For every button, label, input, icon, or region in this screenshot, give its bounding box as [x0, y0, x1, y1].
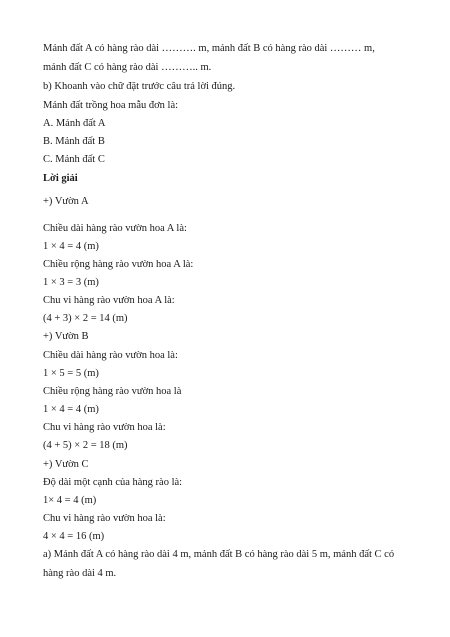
text-line: mảnh đất C có hàng rào dài ……….. m.: [43, 62, 212, 73]
text-line: Mảnh đất trồng hoa mẫu đơn là:: [43, 100, 179, 111]
text-line: +) Vườn A: [43, 196, 89, 207]
text-line: Chu vi hàng rào vườn hoa là:: [43, 422, 166, 433]
text-line: 1 × 4 = 4 (m): [43, 241, 99, 252]
text-line: Chiều dài hàng rào vườn hoa là:: [43, 350, 178, 361]
text-line: (4 + 3) × 2 = 14 (m): [43, 313, 128, 324]
text-line: 4 × 4 = 16 (m): [43, 531, 105, 542]
text-line: Chiều dài hàng rào vườn hoa A là:: [43, 223, 187, 234]
text-line: b) Khoanh vào chữ đặt trước câu trả lời đúng.: [43, 81, 236, 92]
text-line: 1 × 5 = 5 (m): [43, 368, 99, 379]
text-line: hàng rào dài 4 m.: [43, 568, 117, 579]
text-line: (4 + 5) × 2 = 18 (m): [43, 440, 128, 451]
text-line: 1 × 4 = 4 (m): [43, 404, 99, 415]
text-line: Độ dài một cạnh của hàng rào là:: [43, 477, 183, 488]
text-line: Chiều rộng hàng rào vườn hoa A là:: [43, 259, 194, 270]
text-line: Mảnh đất A có hàng rào dài ………. m, mảnh đất B có hàng rào dài ……… m,: [43, 43, 375, 54]
text-line: 1× 4 = 4 (m): [43, 495, 97, 506]
text-line: Chiều rộng hàng rào vườn hoa là: [43, 386, 182, 397]
text-line: 1 × 3 = 3 (m): [43, 277, 99, 288]
text-line: +) Vườn B: [43, 331, 89, 342]
text-line: C. Mảnh đất C: [43, 154, 105, 165]
text-line: A. Mảnh đất A: [43, 118, 106, 129]
text-line: Chu vi hàng rào vườn hoa A là:: [43, 295, 175, 306]
text-line: Chu vi hàng rào vườn hoa là:: [43, 513, 166, 524]
text-line: B. Mảnh đất B: [43, 136, 105, 147]
text-line: +) Vườn C: [43, 459, 89, 470]
text-line: a) Mảnh đất A có hàng rào dài 4 m, mảnh đất B có hàng rào dài 5 m, mảnh đất C có: [43, 549, 395, 560]
section-heading: Lời giải: [43, 173, 78, 184]
